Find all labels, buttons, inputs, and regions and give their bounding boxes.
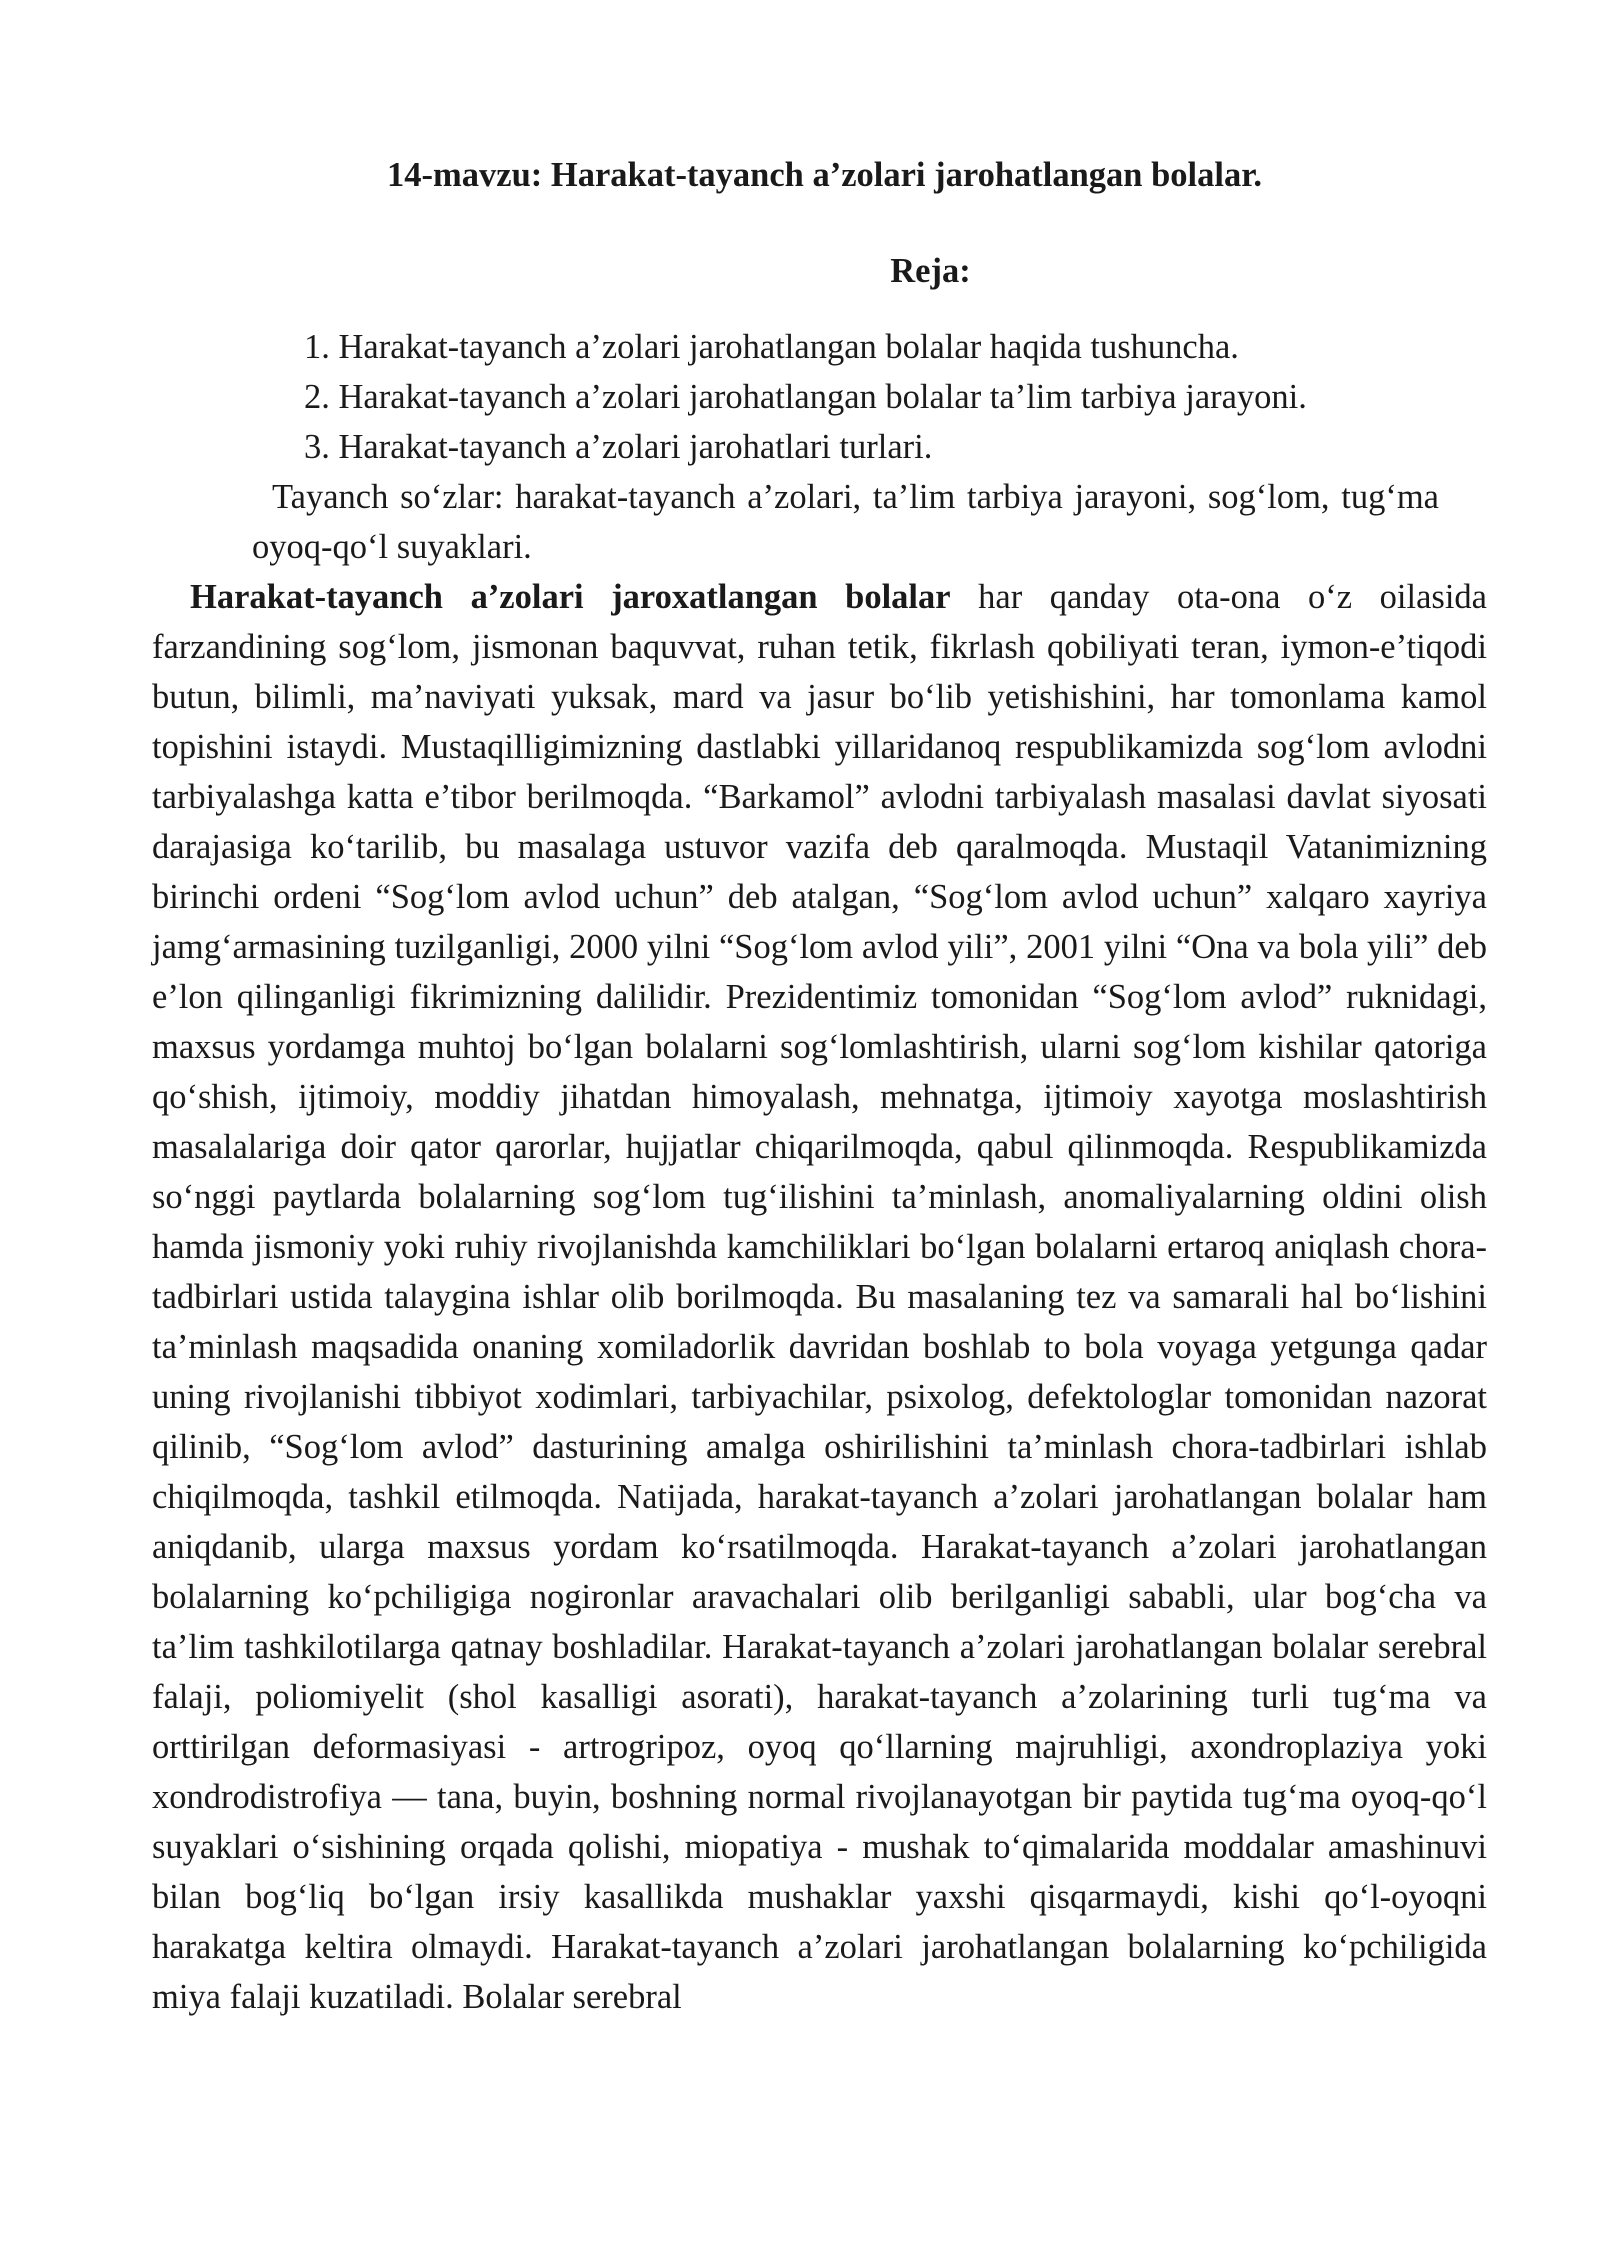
body-paragraph [152, 572, 1487, 2022]
plan-item: 3. Harakat-tayanch a’zolari jarohatlari turlari. [304, 428, 933, 466]
topic-title: 14-mavzu: Harakat-tayanch a’zolari jarohatlangan bolalar. [387, 156, 1262, 194]
plan-item: 1. Harakat-tayanch a’zolari jarohatlangan bolalar haqida tushuncha. [304, 328, 1239, 366]
paragraph-text: har qanday ota-ona o‘z oilasida farzandining sog‘lom, jismonan baquvvat, ruhan tetik, fikrlash qobiliyati teran, iymon-e’tiqodi butun, bilimli, ma’naviyati yuksak, mard va jasur bo‘lib yetishishini, har tomonlama kamol topishini istaydi. Mustaqilligimizning dastlabki yillaridanoq respublikamizda sog‘lom avlodni tarbiyalashga katta e’tibor berilmoqda. “Barkamol” avlodni tarbiyalash masalasi davlat siyosati darajasiga ko‘tarilib, bu masalaga ustuvor vazifa deb qaralmoqda. Mustaqil Vatanimizning birinchi ordeni “Sog‘lom avlod uchun” deb atalgan, “Sog‘lom avlod uchun” xalqaro xayriya jamg‘armasining tuzilganligi, 2000 yilni “Sog‘lom avlod yili”, 2001 yilni “Ona va bola yili” deb e’lon qilinganligi fikrimizning dalilidir. Prezidentimiz tomonidan “Sog‘lom avlod” ruknidagi, maxsus yordamga muhtoj bo‘lgan bolalarni sog‘lomlashtirish, ularni sog‘lom kishilar qatoriga qo‘shish, ijtimoiy, moddiy jihatdan himoyalash, mehnatga, ijtimoiy xayotga moslashtirish masalalariga doir qator qarorlar, hujjatlar chiqarilmoqda, qabul qilinmoqda. Respublikamizda so‘nggi paytlarda bolalarning sog‘lom tug‘ilishini ta’minlash, anomaliyalarning oldini olish hamda jismoniy yoki ruhiy rivojlanishda kamchiliklari bo‘lgan bolalarni ertaroq aniqlash chora-tadbirlari ustida talaygina ishlar olib borilmoqda. Bu masalaning tez va samarali hal bo‘lishini ta’minlash maqsadida onaning xomiladorlik davridan boshlab to bola voyaga yetgunga qadar uning rivojlanishi tibbiyot xodimlari, tarbiyachilar, psixolog, defektologlar tomonidan nazorat qilinib, “Sog‘lom avlod” dasturining amalga oshirilishini ta’minlash chora-tadbirlari ishlab chiqilmoqda, tashkil etilmoqda. Natijada, harakat-tayanch a’zolari jarohatlangan bolalar ham aniqdanib, ularga maxsus yordam ko‘rsatilmoqda. Harakat-tayanch a’zolari jarohatlangan bolalarning ko‘pchiligiga nogironlar aravachalari olib berilganligi sababli, ular bog‘cha va ta’lim tashkilotilarga qatnay boshladilar. Harakat-tayanch a’zolari jarohatlangan bolalar serebral falaji, poliomiyelit (shol kasalligi asorati), harakat-tayanch a’zolarining turli tug‘ma va orttirilgan deformasiyasi - artrogripoz, oyoq qo‘llarning majruhligi, axondroplaziya yoki xondrodistrofiya — tana, buyin, boshning normal rivojlanayotgan bir paytida tug‘ma oyoq-qo‘l suyaklari o‘sishining orqada qolishi, miopatiya - mushak to‘qimalarida moddalar amashinuvi bilan bog‘liq bo‘lgan irsiy kasallikda mushaklar yaxshi qisqarmaydi, kishi qo‘l-oyoqni harakatga keltira olmaydi. Harakat-tayanch a’zolari jarohatlangan bolalarning ko‘pchiligida miya falaji kuzatiladi. Bolalar serebral [152, 578, 1487, 2016]
paragraph-lead-bold: Harakat-tayanch a’zolari jaroxatlangan bolalar [190, 578, 951, 616]
plan-heading: Reja: [890, 252, 971, 290]
document-page [152, 150, 1487, 2022]
plan-list [152, 322, 1487, 472]
plan-item: 2. Harakat-tayanch a’zolari jarohatlangan bolalar ta’lim tarbiya jarayoni. [304, 378, 1307, 416]
keywords-paragraph: Tayanch so‘zlar: harakat-tayanch a’zolari, ta’lim tarbiya jarayoni, sog‘lom, tug‘ma oyoq-qo‘l suyaklari. [252, 478, 1439, 566]
